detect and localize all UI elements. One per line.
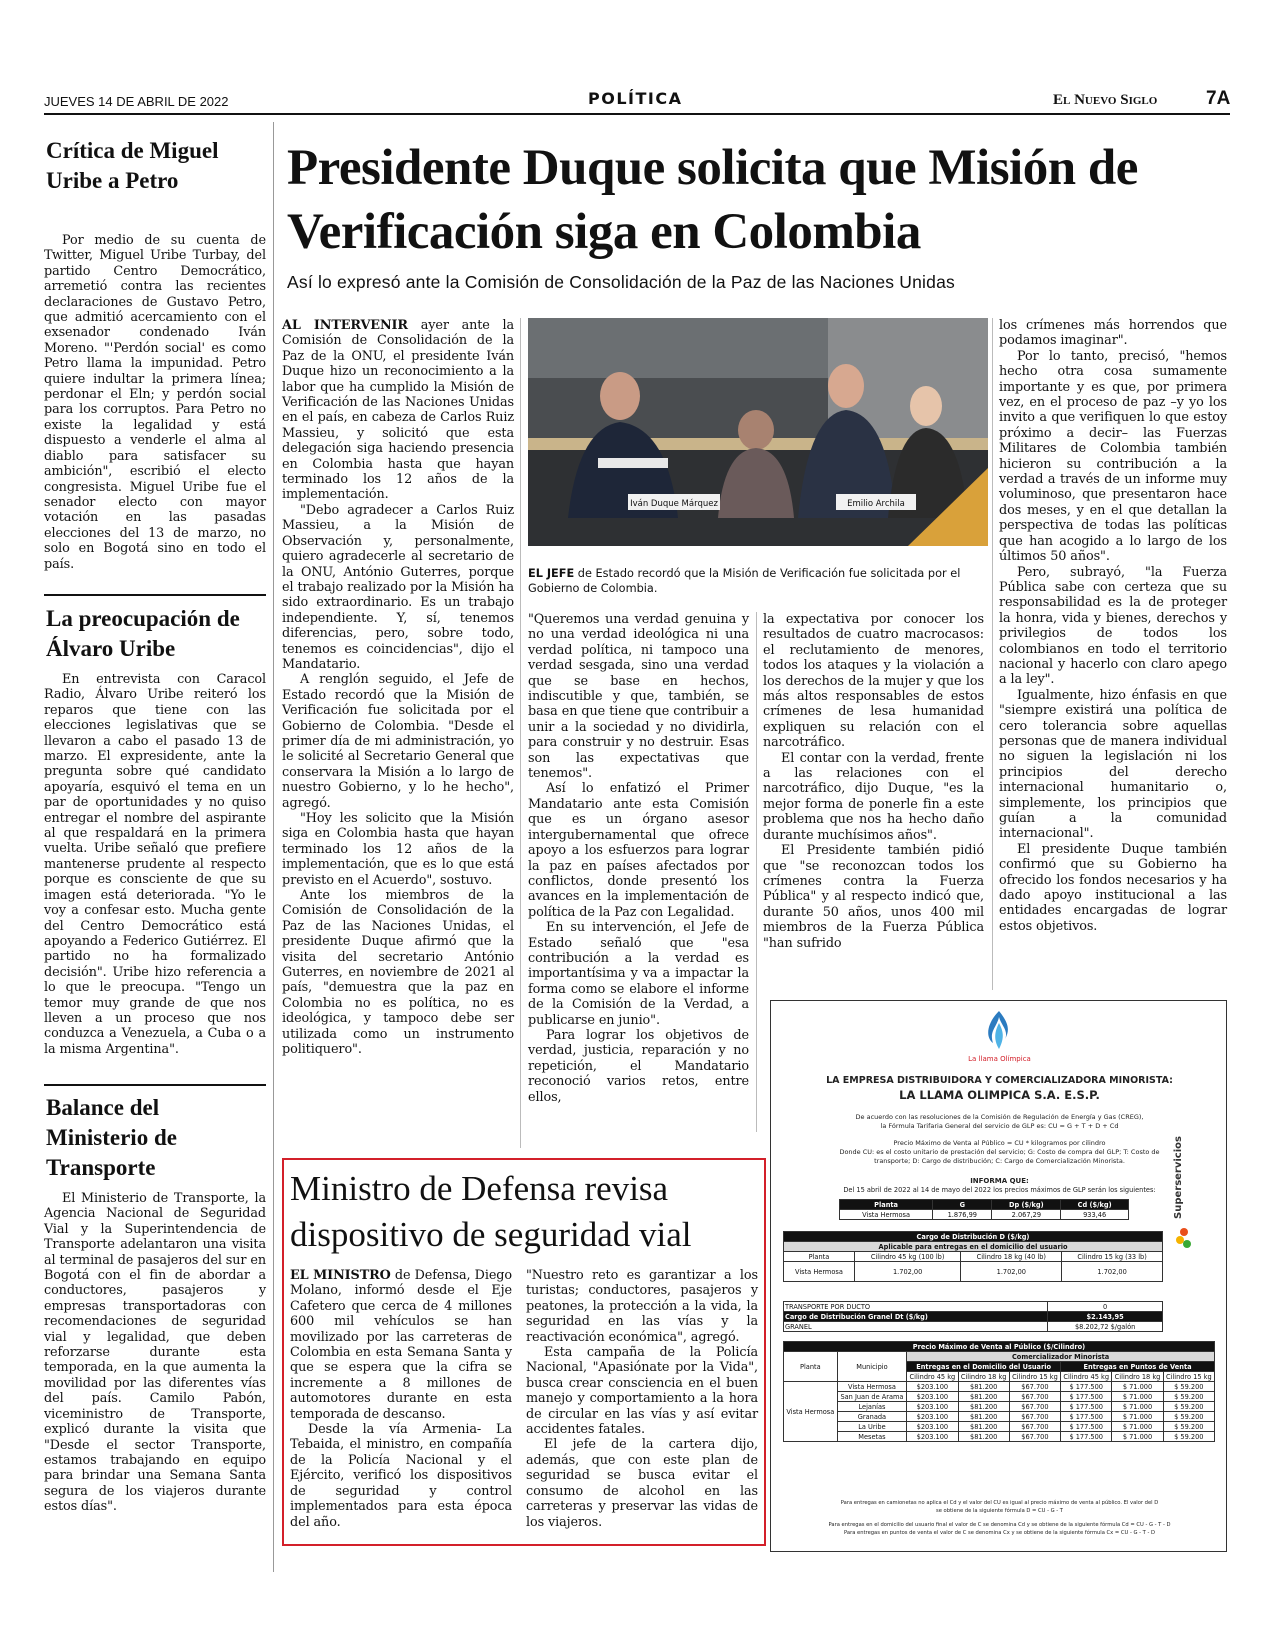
- paragraph: Pero, subrayó, "la Fuerza Pública sabe con certeza que su responsabilidad es la de proteger la honra, vida y bienes, derechos y privilegios de todos los colombianos en todo el territorio nacional y hacerlo con claro apego a la ley".: [999, 564, 1227, 688]
- paragraph: "Nuestro reto es garantizar a los turistas; conductores, pasajeros y peatones, la protección a la vida, la seguridad en las vías y la reactivación económica", agregó.: [526, 1268, 758, 1345]
- supplier-table: Planta G Dp ($/kg) Cd ($/kg) Vista Hermosa 1.876,99 2.067,29 933,46: [839, 1199, 1129, 1220]
- column-rule: [520, 318, 521, 1148]
- paragraph: El jefe de la cartera dijo, además, que con este plan de seguridad se busca evitar el consumo de alcohol en las carreteras y preservar las vidas de los viajeros.: [526, 1437, 758, 1530]
- ad-informa: INFORMA QUE:: [970, 1177, 1029, 1185]
- defense-headline: Ministro de Defensa revisa dispositivo de seguridad vial: [290, 1169, 692, 1254]
- main-col-3: [763, 612, 984, 951]
- ad-notes: Para entregas en camionetas no aplica el Cd y el valor del CU es igual al precio máximo de venta al público. El valor del D se obtiene de la siguiente fórmula D = CU - G - T Para entregas en el domicilio del usuario final el valor de C se denomina Cd y se obtiene de la siguiente fórmula Cd = CU - G - T - D Para entregas en puntos de venta el valor de C se denomina Cx y se obtiene de la siguiente fórmula Cx = CU - G - T - D: [828, 1500, 1171, 1536]
- page-number: 7A: [1206, 88, 1231, 109]
- main-col-2: [528, 612, 749, 1105]
- paragraph: Esta campaña de la Policía Nacional, "Apasiónate por la Vida", busca crear consciencia en el buen manejo y comportamiento a la hora de circular en las vías y así evitar accidentes fatales.: [526, 1345, 758, 1438]
- photo-caption: EL JEFE de Estado recordó que la Misión de Verificación fue solicitada por el Gobierno de Colombia.: [528, 567, 961, 595]
- transport-table: TRANSPORTE POR DUCTO 0 Cargo de Distribución Granel Dt ($/kg) $2.143,95 GRANEL $8.202,72 $/galón: [783, 1301, 1163, 1332]
- ad-intro: De acuerdo con las resoluciones de la Comisión de Regulación de Energía y Gas (CREG), la Fórmula Tarifaria General del servicio de GLP es: CU = G + T + D + Cd Precio Máximo de Venta al Público = CU * kilogramos por cilindro Donde CU: es el costo unitario de prestación del servicio; G: Costo de compra del GLP; T: Costo de transporte; D: Cargo de distribución; C: Cargo de Comercialización Minorista.: [839, 1113, 1160, 1165]
- paragraph: Por medio de su cuenta de Twitter, Miguel Uribe Turbay, del partido Centro Democrático, arremetió contra las recientes declaraciones de Gustavo Petro, que admitió acercamiento con el exsenador condenado Iván Moreno. "'Perdón social' es como Petro llama la impunidad. Petro quiere indultar la primera línea; perdonar el Eln; y perdón social para los corruptos. Para Petro no existe la legalidad y está dispuesto a venderle el alma al diablo para satisfacer su ambición", escribió el electo congresista. Miguel Uribe fue el senador electo con mayor votación en las pasadas elecciones del 13 de marzo, no solo en Bogotá sino en todo el país.: [44, 233, 266, 572]
- section-title: POLÍTICA: [588, 89, 683, 108]
- lead-in: AL INTERVENIR: [282, 318, 408, 333]
- superservicios-icon: [1175, 1227, 1193, 1249]
- column-rule: [756, 612, 757, 1132]
- news-photo: [528, 318, 988, 546]
- sidebar-3-body: [44, 1191, 266, 1515]
- flame-logo-icon: [977, 1009, 1021, 1055]
- superservicios-logo: Superservicios: [1173, 1136, 1184, 1219]
- paragraph: Así lo enfatizó el Primer Mandatario ante esta Comisión que es un órgano asesor intergubernamental que ofrece apoyo a los esfuerzos para lograr la paz en países afectados por conflictos, donde presentó los avances en la implementación de política de la Paz con Legalidad.: [528, 781, 749, 920]
- paragraph: Desde la vía Armenia- La Tebaida, el ministro, en compañía de la Policía Nacional y el Ejército, verificó los dispositivos de seguridad y control implementados para esta época del año.: [290, 1422, 512, 1530]
- paragraph: En entrevista con Caracol Radio, Álvaro Uribe reiteró los reparos que tiene con las elecciones legislativas que se llevaron a cabo el pasado 13 de marzo. El expresidente, ante la pregunta sobre qué candidato apoyaría, esquivó el tema en un par de oportunidades y no quiso entregar el nombre del aspirante al que respaldará en la primera vuelta. Uribe señaló que prefiere mantenerse prudente al respecto porque es consciente de que su imagen está deteriorada. "Yo le voy a confesar esto. Mucha gente del Centro Democrático está apoyando a Federico Gutiérrez. El partido no ha formalizado decisión". Uribe hizo referencia a lo que le preocupa. "Tengo un temor muy grande de que nos lleven a un proceso que nos conduzca a Venezuela, a Cuba o a la misma Argentina".: [44, 672, 266, 1057]
- defense-col-2: [526, 1268, 758, 1530]
- caption-lead: EL JEFE: [528, 567, 575, 580]
- paragraph: Por lo tanto, precisó, "hemos hecho otra cosa sumamente importante y es que, por primera vez, en el proceso de paz –y yo los invito a que verifiquen lo que estoy próximo a decir– las Fuerzas Militares de Colombia también hicieron su contribución a la verdad a través de un informe muy voluminoso, que presentaron hace dos meses, y en el que detallan la perspectiva de todas las políticas que han acogido a lo largo de los últimos 50 años".: [999, 348, 1227, 565]
- lead-in: EL MINISTRO: [290, 1268, 391, 1283]
- paragraph: "Debo agradecer a Carlos Ruiz Massieu, a la Misión de Observación y, personalmente, quiero agradecerle al secretario de la ONU, António Guterres, porque el trabajo realizado por la Misión ha sido extraordinario. Es un trabajo independiente. Y, sí, tenemos diferencias, pero, sobre todo, tenemos es coincidencias", dijo el Mandatario.: [282, 502, 514, 672]
- paragraph: En su intervención, el Jefe de Estado señaló que "esa contribución a la verdad es importantísima y va a impactar la forma como se elabore el informe de la Comisión de la Verdad, a publicarse en junio".: [528, 920, 749, 1028]
- name-plate-archila: Emilio Archila: [847, 499, 905, 509]
- column-rule: [992, 318, 993, 990]
- sidebar-1-title: Crítica de Miguel Uribe a Petro: [46, 138, 219, 193]
- paragraph: "Queremos una verdad genuina y no una verdad ideológica ni una verdad política, ni tampoco una verdad sesgada, sino una verdad que se base en hechos, indiscutible y que, también, se basa en que tiene que contribuir a unir a la sociedad y no dividirla, para construir y no destruir. Esas son las expectativas que tenemos".: [528, 612, 749, 782]
- header-date: JUEVES 14 DE ABRIL DE 2022: [44, 94, 229, 109]
- newspaper-brand: El Nuevo Siglo: [1053, 92, 1158, 108]
- divider: [44, 594, 266, 596]
- defense-col-1: [290, 1268, 512, 1530]
- paragraph: Ante los miembros de la Comisión de Consolidación de la Paz de las Naciones Unidas, el presidente Duque afirmó que la visita del secretario António Guterres, en noviembre de 2021 al país, "demuestra que la paz en Colombia no es política, no es ideológica, y tampoco debe ser utilizada como un instrumento politiquero".: [282, 888, 514, 1058]
- paragraph: El Ministerio de Transporte, la Agencia Nacional de Seguridad Vial y la Superintendencia de Transporte adelantaron una visita al terminal de pasajeros del sur en Bogotá con el fin de abordar a conductores, pasajeros y empresas transportadoras con recomendaciones de seguridad vial y legalidad, que deben reforzarse durante esta temporada, en la que aumenta la movilidad por las diferentes vías del país. Camilo Pabón, viceministro de Transporte, explicó durante la visita que "Desde el sector Transporte, estamos trabajando en equipo para brindar una Semana Santa segura de los viajeros durante estos días".: [44, 1191, 266, 1515]
- main-col-4: [999, 318, 1227, 934]
- sidebar-2-title: La preocupación de Álvaro Uribe: [46, 606, 240, 661]
- column-rule: [273, 122, 274, 1572]
- main-headline: Presidente Duque solicita que Misión de Verificación siga en Colombia: [287, 140, 1138, 260]
- paragraph: Para lograr los objetivos de verdad, justicia, reparación y no repetición, el Mandatario reconoció varios retos, entre ellos,: [528, 1027, 749, 1105]
- paragraph: El Presidente también pidió que "se reconozcan todos los crímenes contra la Fuerza Pública" y al respecto indicó que, durante 50 años, unos 400 mil miembros de la Fuerza Pública "han sufrido: [763, 843, 984, 951]
- ad-heading-1: LA EMPRESA DISTRIBUIDORA Y COMERCIALIZADORA MINORISTA:: [826, 1075, 1173, 1086]
- main-col-1: [282, 318, 514, 1058]
- price-table: Precio Máximo de Venta al Público ($/Cilindro) Planta Municipio Comercializador Minorista Entregas en el Domicilio del Usuario Entregas en Puntos de Venta Cilindro 45 kg Cilindro 18 kg Cilindro 15 kg Cilindro 45 kg Cilindro 18 kg Cilindro 15 kg Vista Hermosa Vista Hermosa $203.100 $81.200 $67.700 $ 177.500 $ 71.000 $ 59.200 San Juan de Arama $203.100 $81.200 $67.700 $ 177.500 $ 71.000 $ 59.200 Lejanías $203.100 $81.200 $67.700 $ 177.500 $ 71.000 $ 59.200 Granada $203.100 $81.200 $67.700 $ 177.500 $ 71.000 $ 59.200 La Uribe $203.100 $81.200 $67.700 $ 177.500 $ 71.000 $ 59.200 Mesetas $203.100 $81.200 $67.700 $ 177.500 $ 71.000 $ 59.200: [783, 1341, 1215, 1442]
- sidebar-2-body: [44, 672, 266, 1057]
- ad-heading-2: LA LLAMA OLIMPICA S.A. E.S.P.: [899, 1088, 1100, 1102]
- paragraph: El contar con la verdad, frente a las relaciones con el narcotráfico, dijo Duque, "es la mejor forma de ponerle fin a este problema que nos ha hecho daño durante muchísimos años".: [763, 750, 984, 843]
- gas-price-notice: [770, 1000, 1227, 1552]
- paragraph: "Hoy les solicito que la Misión siga en Colombia hasta que hayan terminado los 12 años de la implementación, que es lo que está previsto en el Acuerdo", sostuvo.: [282, 811, 514, 888]
- paragraph: Igualmente, hizo énfasis en que "siempre existirá una política de cero tolerancia sobre aquellas personas que de manera individual no siguen la legislación ni los principios del derecho internacional humanitario o, simplemente, los principios que guían a la comunidad internacional".: [999, 687, 1227, 842]
- header-rule: [44, 113, 1230, 115]
- paragraph: AL INTERVENIR ayer ante la Comisión de Consolidación de la Paz de la ONU, el presidente Iván Duque hizo un reconocimiento a la labor que ha cumplido la Misión de Verificación de las Naciones Unidas en el país, en cabeza de Carlos Ruiz Massieu, y solicitó que esta delegación siga haciendo presencia en Colombia hasta que hayan terminado los 12 años de la implementación.: [282, 318, 514, 503]
- photo-illustration: [528, 318, 988, 546]
- divider: [44, 1084, 266, 1086]
- paragraph: EL MINISTRO de Defensa, Diego Molano, informó desde el Eje Cafetero que cerca de 4 millones 600 mil vehículos se han movilizado por las carreteras de Colombia en esta Semana Santa y que se espera que la cifra se incremente a 8 millones de automotores durante en esta temporada de descanso.: [290, 1268, 512, 1422]
- paragraph: la expectativa por conocer los resultados de cuatro macrocasos: el reclutamiento de menores, todos los ataques y la violación a los derechos de la mujer y que los más altos responsables de estos crímenes de lesa humanidad expliquen su relación con el narcotráfico.: [763, 612, 984, 751]
- sidebar-3-title: Balance del Ministerio de Transporte: [46, 1095, 177, 1180]
- sidebar-1-body: [44, 233, 266, 572]
- distribution-table: Cargo de Distribución D ($/kg) Aplicable para entregas en el domicilio del usuario Planta Cilindro 45 kg (100 lb) Cilindro 18 kg (40 lb) Cilindro 15 kg (33 lb) Vista Hermosa 1.702,00 1.702,00 1.702,00: [783, 1231, 1163, 1282]
- logo-text: La llama Olímpica: [968, 1055, 1031, 1063]
- main-subtitle: Así lo expresó ante la Comisión de Consolidación de la Paz de las Naciones Unidas: [287, 272, 955, 292]
- paragraph: los crímenes más horrendos que podamos imaginar".: [999, 318, 1227, 349]
- ad-period: Del 15 abril de 2022 al 14 de mayo del 2022 los precios máximos de GLP serán los siguientes:: [843, 1186, 1156, 1194]
- name-plate-duque: Iván Duque Márquez: [630, 499, 718, 509]
- paragraph: A renglón seguido, el Jefe de Estado recordó que la Misión de Verificación fue solicitada por el Gobierno de Colombia. "Desde el primer día de mi administración, yo le solicité al Secretario General que conservara la Misión a lo largo de nuestro Gobierno, y lo he hecho", agregó.: [282, 672, 514, 811]
- paragraph: El presidente Duque también confirmó que su Gobierno ha ofrecido los fondos necesarios y ha dado apoyo institucional a las entidades encargadas de lograr estos objetivos.: [999, 841, 1227, 934]
